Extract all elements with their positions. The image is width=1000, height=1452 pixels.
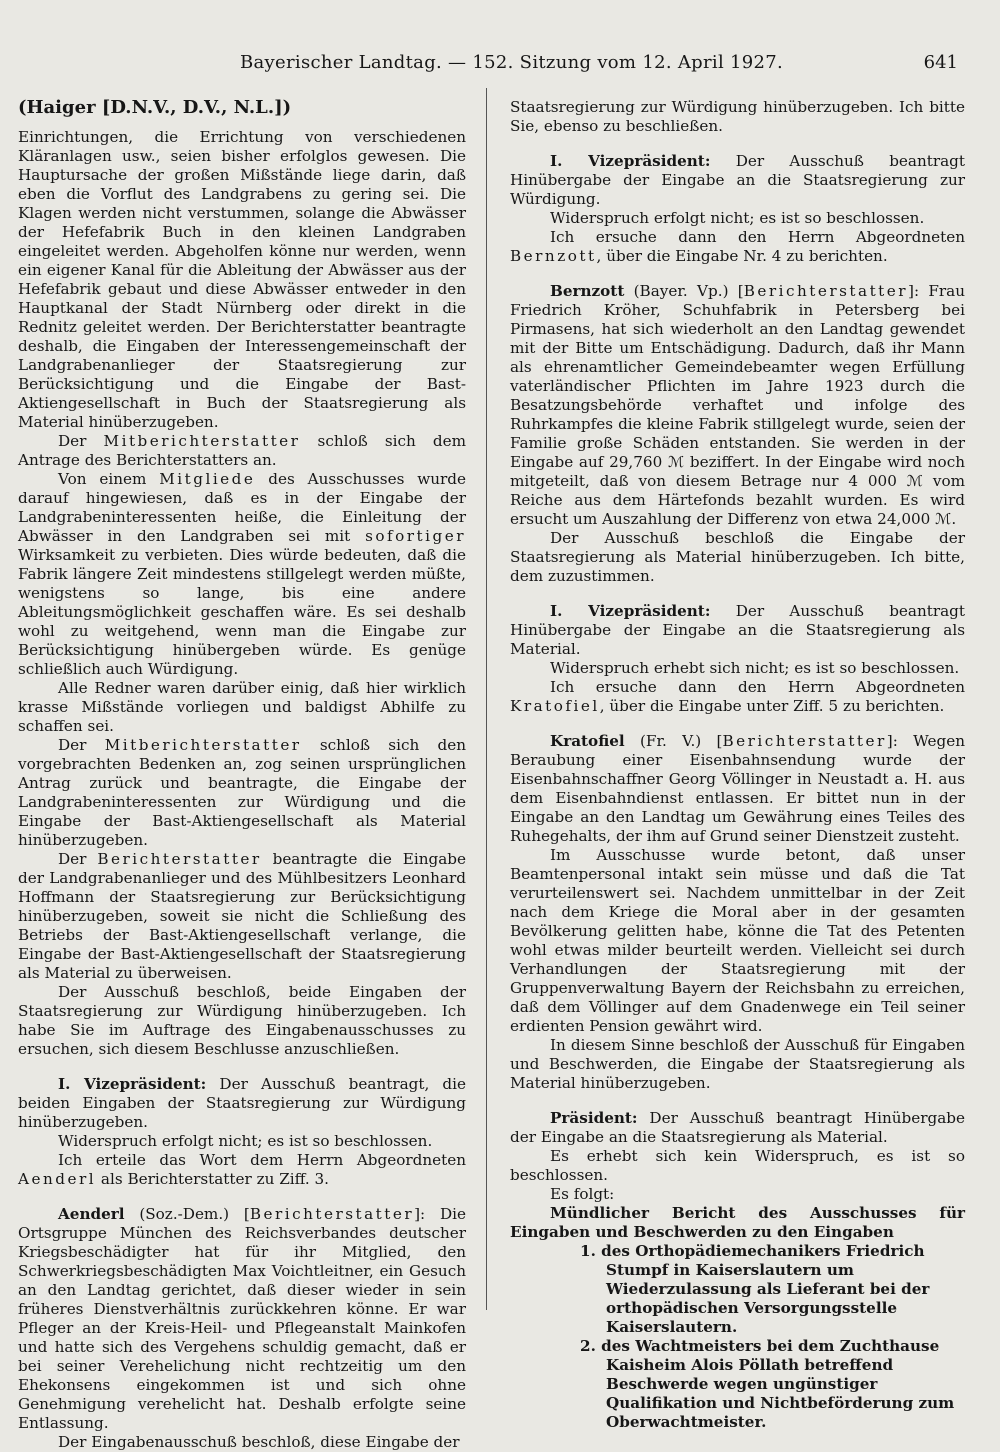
speaker-tag: (Haiger [D.N.V., D.V., N.L.]) [18,97,292,118]
column-divider [486,88,487,1310]
role: Berichterstatter [743,282,909,300]
paragraph: I. Vizepräsident: Der Ausschuß beantragt Hinübergabe der Eingabe an die Staatsregierung als Material. [510,602,965,658]
emphasis: Mitgliede [159,470,256,488]
paragraph: Der Eingabenausschuß beschloß, diese Eingabe der [58,1433,460,1451]
paragraph: I. Vizepräsident: Der Ausschuß beantragt, die beiden Eingaben der Staatsregierung zur Würdigung hinüberzugeben. [18,1075,466,1131]
paragraph: Widerspruch erhebt sich nicht; es ist so beschlossen. [550,659,960,677]
paragraph: I. Vizepräsident: Der Ausschuß beantragt Hinübergabe der Eingabe an die Staatsregierung zur Würdigung. [510,152,965,208]
speaker-name: Kratofiel [550,732,625,750]
emphasis: Mitberichterstatter [103,432,301,450]
paragraph: Der Ausschuß beschloß, beide Eingaben der Staatsregierung zur Würdigung hinüberzugeben. Ich habe Sie im Auftrage des Eingabenausschusses zu ersuchen, sich diesem Beschlusse anzuschließen. [18,983,466,1058]
section-heading: Mündlicher Bericht des Ausschusses für Eingaben und Beschwerden zu den Eingaben [510,1204,965,1241]
paragraph: Aenderl (Soz.-Dem.) [Berichterstatter]: Die Ortsgruppe München des Reichsverbandes deutscher Kriegsbeschädigter hat für ihr Mitglied, den Schwerkriegsbeschädigten Max Voichtleitner, ein Gesuch an den Landtag gerichtet, daß dieser wieder in sein früheres Dienstverhältnis zurückkehren könne. Er war Pfleger an der Kreis-Heil- und Pflegeanstalt Mainkofen und hatte sich des Vergehens schuldig gemacht, daß er bei seiner Verehelichung nicht rechtzeitig um den Ehekonsens eingekommen ist und sich ohne Genehmigung verehelicht hat. Deshalb erfolgte seine Entlassung. [18,1205,466,1432]
paragraph: Es folgt: [550,1185,615,1203]
emphasis: sofortiger [365,527,466,545]
paragraph: Staatsregierung zur Würdigung hinüberzugeben. Ich bitte Sie, ebenso zu beschließen. [510,98,965,135]
paragraph: Der Mitberichterstatter schloß sich den vorgebrachten Bedenken an, zog seinen ursprünglichen Antrag zurück und beantragte, die Eingabe der Landgrabeninteressenten zur Würdigung und die Eingabe der Bast-Aktiengesellschaft als Material hinüberzugeben. [18,736,466,849]
paragraph: Einrichtungen, die Errichtung von verschiedenen Kläranlagen usw., seien bisher erfolglos gewesen. Die Hauptursache der großen Mißstände liege darin, daß eben die Vorflut des Landgrabens zu gering sei. Die Klagen werden nicht verstummen, solange die Abwässer der Hefefabrik Buch in den kleinen Landgraben eingeleitet werden. Abgeholfen könne nur werden, wenn ein eigener Kanal für die Ableitung der Abwässer aus der Hefefabrik gebaut und diese Abwässer entweder in den Hauptkanal der Stadt Nürnberg oder direkt in die Rednitz geleitet werden. Der Berichterstatter beantragte deshalb, die Eingaben der Interessengemeinschaft der Landgrabenanlieger der Staatsregierung zur Berücksichtigung und die Eingabe der Bast-Aktiengesellschaft in Buch der Staatsregierung als Material hinüberzugeben. [18,128,466,431]
paragraph: Ich ersuche dann den Herrn Abgeordneten Bernzott, über die Eingabe Nr. 4 zu berichten. [510,228,965,265]
emphasis: Kratofiel [510,697,600,715]
page-number: 641 [923,52,958,73]
paragraph: Ich ersuche dann den Herrn Abgeordneten Kratofiel, über die Eingabe unter Ziff. 5 zu berichten. [510,678,965,715]
role: Berichterstatter [249,1205,415,1223]
paragraph: Präsident: Der Ausschuß beantragt Hinübergabe der Eingabe an die Staatsregierung als Material. [510,1109,965,1146]
emphasis: Bernzott [510,247,597,265]
emphasis: Berichterstatter [97,850,262,868]
paragraph: Widerspruch erfolgt nicht; es ist so beschlossen. [58,1132,433,1150]
paragraph: Bernzott (Bayer. Vp.) [Berichterstatter]: Frau Friedrich Kröher, Schuhfabrik in Petersberg bei Pirmasens, hat sich wiederholt an den Landtag gewendet mit der Bitte um Entschädigung. Dadurch, daß ihr Mann als ehrenamtlicher Gemeindebeamter wegen Erfüllung vaterländischer Pflichten im Jahre 1923 durch die Besatzungsbehörde verhaftet und infolge des Ruhrkampfes die kleine Fabrik stillgelegt wurde, seien der Familie große Schäden entstanden. Sie werden in der Eingabe auf 29,760 ℳ beziffert. In der Eingabe wird noch mitgeteilt, daß von diesem Betrage nur 4 000 ℳ vom Reiche aus dem Härtefonds bezahlt wurden. Es wird ersucht um Auszahlung der Differenz von etwa 24,000 ℳ. [510,282,965,528]
page-header [20,52,980,80]
speaker-name: I. Vizepräsident: [58,1075,207,1093]
emphasis: Mitberichterstatter [104,736,302,754]
speaker-name: I. Vizepräsident: [550,152,711,170]
speaker-name: Präsident: [550,1109,638,1127]
paragraph: Der Berichterstatter beantragte die Eingabe der Landgrabenanlieger und des Mühlbesitzers Leonhard Hoffmann der Staatsregierung zur Berücksichtigung hinüberzugeben, soweit sie nicht die Schließung des Betriebs der Bast-Aktiengesellschaft verlange, die Eingabe der Bast-Aktiengesellschaft der Staatsregierung als Material zu überweisen. [18,850,466,982]
paragraph: Der Ausschuß beschloß die Eingabe der Staatsregierung als Material hinüberzugeben. Ich bitte, dem zuzustimmen. [510,529,965,585]
speaker-name: Bernzott [550,282,625,300]
paragraph: Es erhebt sich kein Widerspruch, es ist so beschlossen. [510,1147,965,1184]
speaker-name: I. Vizepräsident: [550,602,711,620]
paragraph: Kratofiel (Fr. V.) [Berichterstatter]: Wegen Beraubung einer Eisenbahnsendung wurde der Eisenbahnschaffner Georg Völlinger in Neustadt a. H. aus dem Eisenbahndienst entlassen. Er bittet nun in der Eingabe an den Landtag um Gewährung eines Teiles des Ruhegehalts, der ihm auf Grund seiner Dienstzeit zusteht. [510,732,965,845]
paragraph: Von einem Mitgliede des Ausschusses wurde darauf hingewiesen, daß es in der Eingabe der Landgrabeninteressenten heiße, die Einleitung der Abwässer in den Landgraben sei mit sofortiger Wirksamkeit zu verbieten. Dies würde bedeuten, daß die Fabrik längere Zeit mindestens stillgelegt werden müßte, wenigstens so lange, bis eine andere Ableitungsmöglichkeit geschaffen wäre. Es sei deshalb wohl zu weitgehend, wenn man die Eingabe zur Berücksichtigung hinübergeben würde. Es genüge schließlich auch Würdigung. [18,470,466,678]
list-item: 1. des Orthopädiemechanikers Friedrich Stumpf in Kaiserslautern um Wiederzulassung als Lieferant bei der orthopädischen Versorgungsstelle Kaiserslautern. [580,1242,930,1336]
paragraph: Alle Redner waren darüber einig, daß hier wirklich krasse Mißstände vorliegen und baldigst Abhilfe zu schaffen sei. [18,679,466,735]
list-item: 2. des Wachtmeisters bei dem Zuchthause Kaisheim Alois Pöllath betreffend Beschwerde wegen ungünstiger Qualifikation und Nichtbeförderung zum Oberwachtmeister. [580,1337,955,1431]
running-title: Bayerischer Landtag. — 152. Sitzung vom 12. April 1927. [240,52,784,73]
emphasis: Aenderl [18,1170,97,1188]
paragraph: Ich erteile das Wort dem Herrn Abgeordneten Aenderl als Berichterstatter zu Ziff. 3. [18,1151,466,1188]
role: Berichterstatter [722,732,887,750]
left-column [18,98,466,1452]
paragraph: Im Ausschusse wurde betont, daß unser Beamtenpersonal intakt sein müsse und daß die Tat verurteilenswert sei. Nachdem unmittelbar in der Zeit nach dem Kriege die Moral aber in der gesamten Bevölkerung gelitten habe, könne die Tat des Petenten wohl etwas milder beurteilt werden. Vielleicht sei durch Verhandlungen der Staatsregierung mit der Gruppenverwaltung Bayern der Reichsbahn zu erreichen, daß dem Völlinger auf dem Gnadenwege ein Teil seiner erdienten Pension gewährt wird. [510,846,965,1035]
speaker-name: Aenderl [58,1205,125,1223]
paragraph: In diesem Sinne beschloß der Ausschuß für Eingaben und Beschwerden, die Eingabe der Staatsregierung als Material hinüberzugeben. [510,1036,965,1092]
paragraph: Widerspruch erfolgt nicht; es ist so beschlossen. [550,209,925,227]
paragraph: Der Mitberichterstatter schloß sich dem Antrage des Berichterstatters an. [18,432,466,469]
right-column [510,98,965,1432]
